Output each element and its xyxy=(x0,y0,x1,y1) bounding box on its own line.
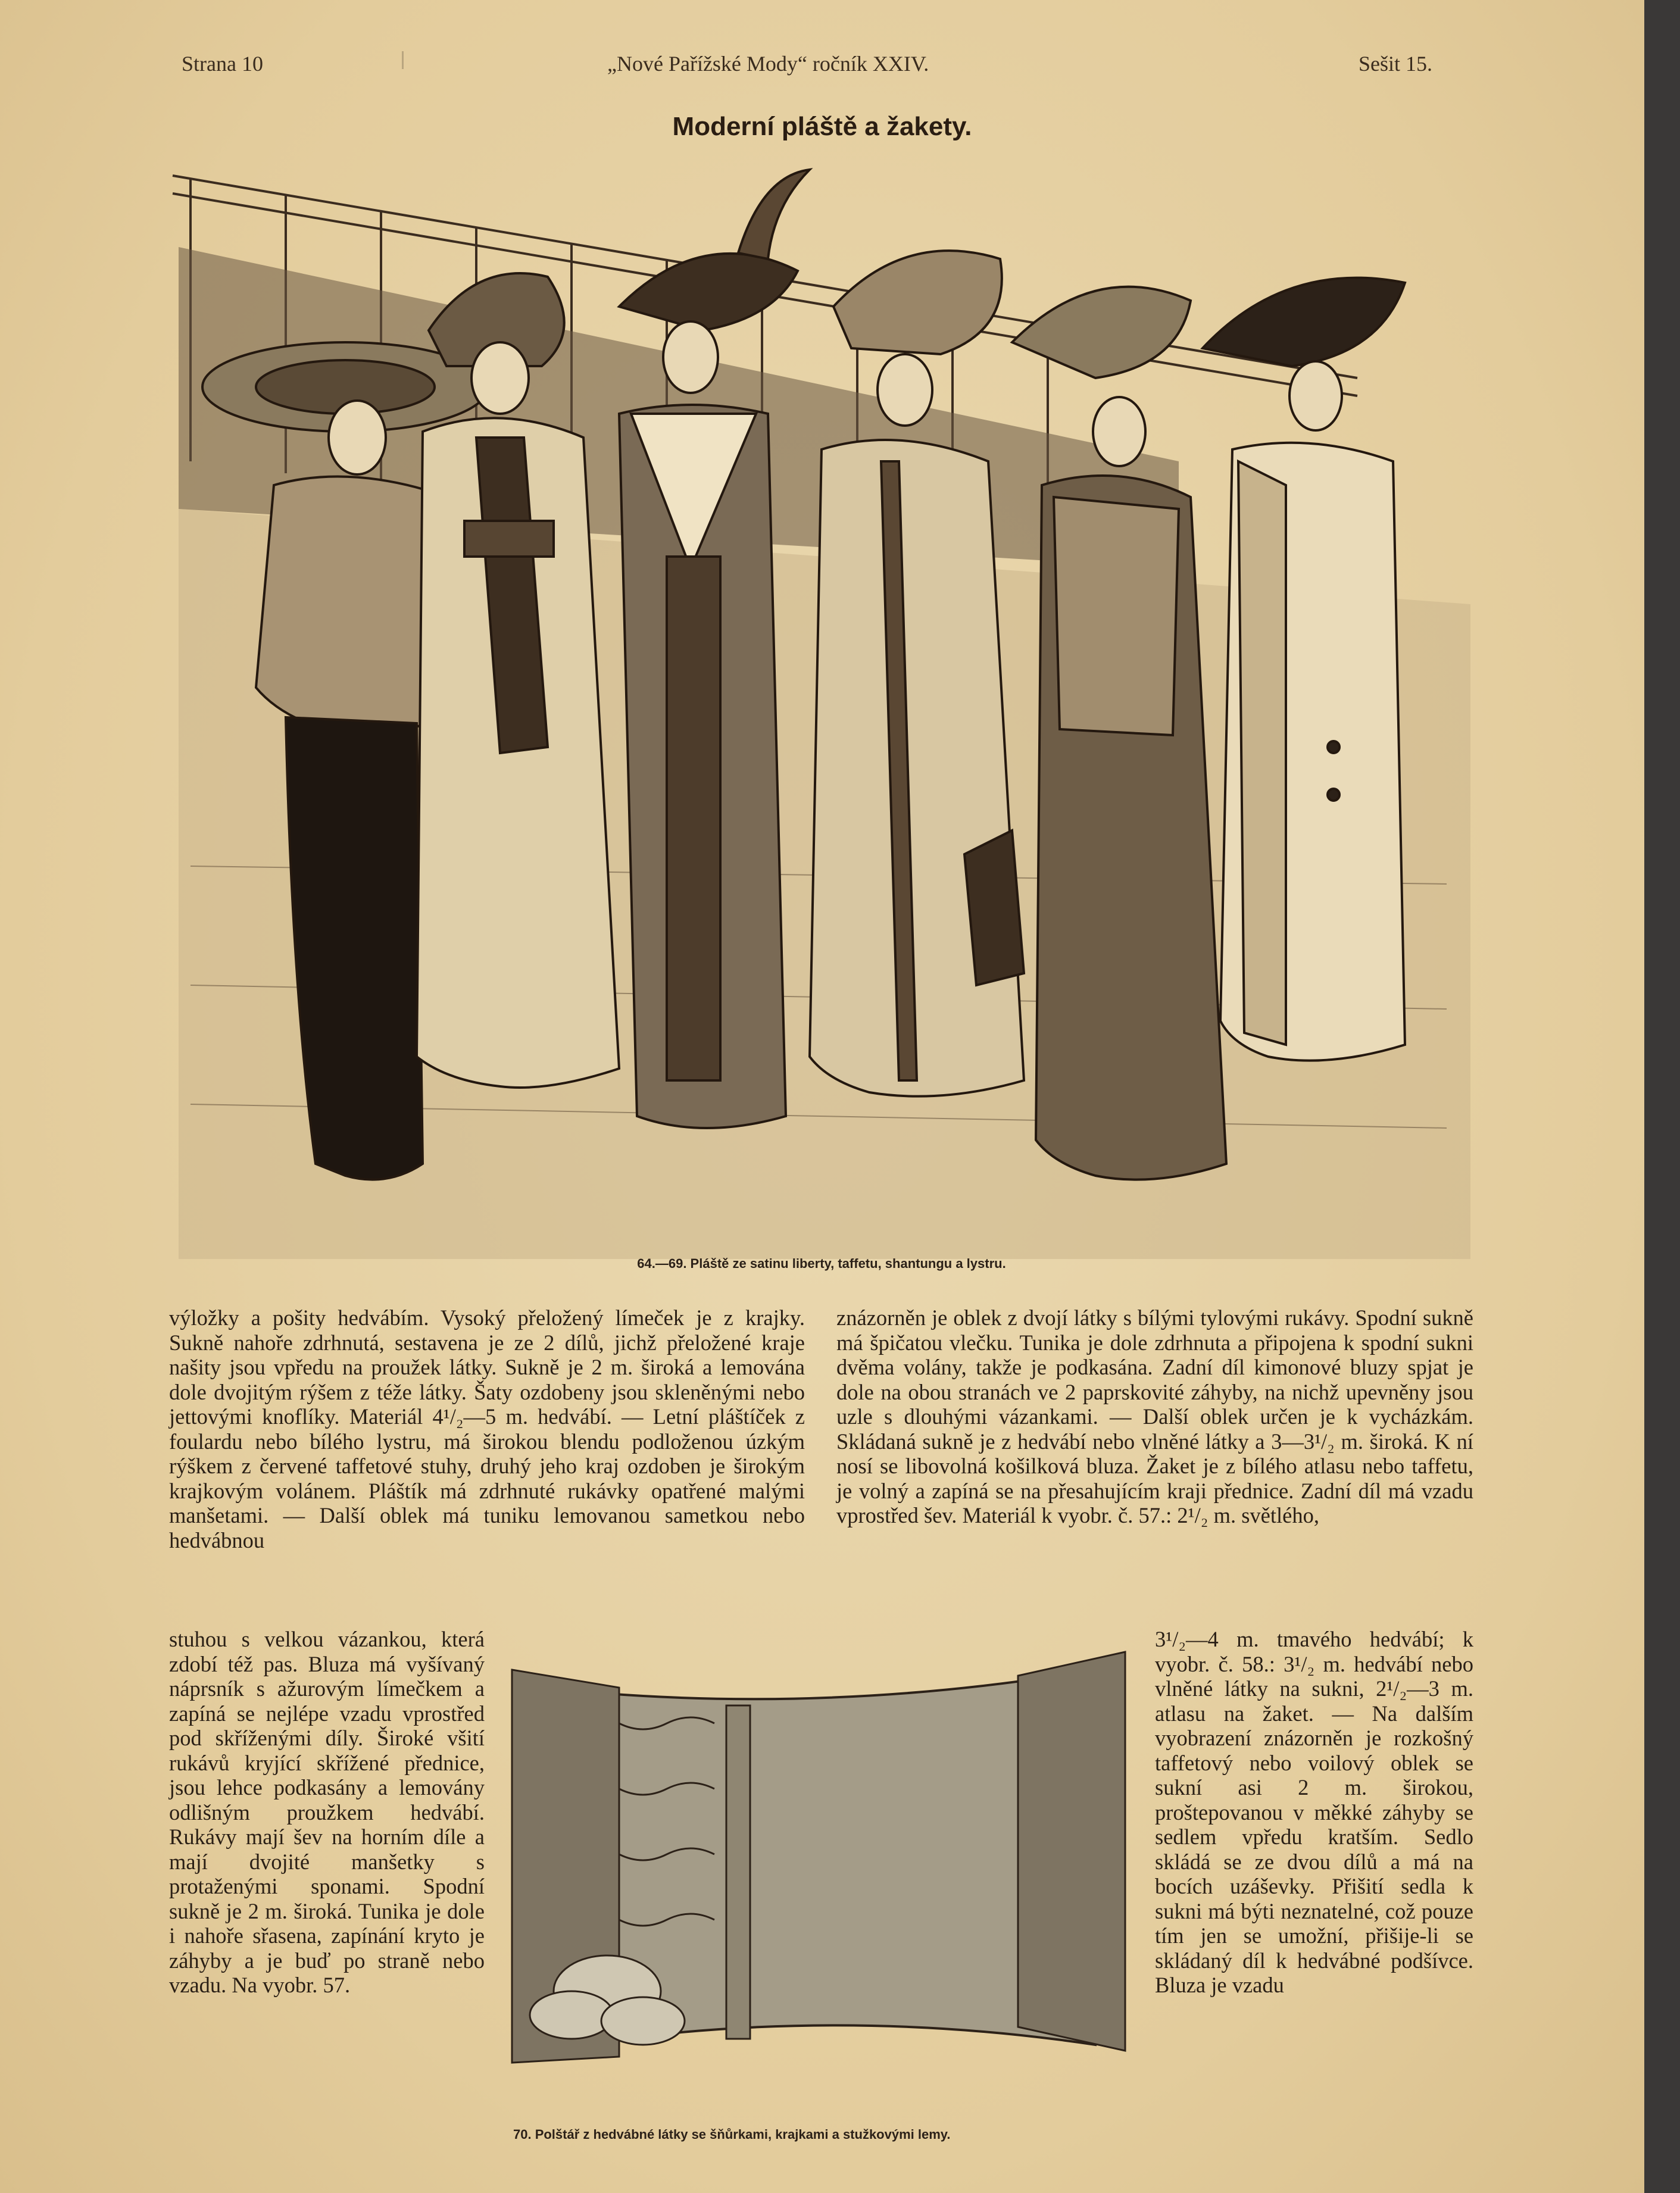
figure-caption-main: 64.—69. Pláště ze satinu liberty, taffetu, shantungu a lystru. xyxy=(637,1256,1006,1271)
figure-4 xyxy=(810,251,1024,1096)
text-column-right-narrow xyxy=(1155,1627,1473,1998)
running-header xyxy=(0,51,1644,87)
text-column-right xyxy=(836,1305,1473,1528)
text-column-left xyxy=(169,1305,805,1552)
scan-edge xyxy=(1644,0,1680,2193)
paragraph-left-1: výložky a pošity hedvábím. Vysoký přeložený límeček je z krajky. Sukně nahoře zdrhnutá, sestavena je ze 2 dílů, jichž přeložené kraje našity jsou vpředu na proužek látky. Sukně je 2 m. široká a lemována dole dvojitým rýšem z téže látky. Šaty ozdobeny jsou skleněnými nebo jettovými knoflíky. Materiál 4¹/₂—5 m. hedvábí. — Letní pláštíček z foulardu nebo bílého lystru, má širokou blendu podloženou úzkým rýškem z červené taffetové stuhy, druhý jeho kraj ozdoben je širokým krajkovým volánem. Pláštík má zdrhnuté rukávky opatřené malými manšetami. — Další oblek má tuniku lemovanou sametkou nebo hedvábnou xyxy=(169,1305,805,1552)
figure-5 xyxy=(1012,287,1226,1180)
paragraph-right-2: 3¹/₂—4 m. tmavého hedvábí; k vyobr. č. 58.: 3¹/₂ m. hedvábí nebo vlněné látky na sukni, 2¹/₂—3 m. atlasu na žaket. — Na dalším vyobrazení znázorněn je rozkošný taffetový nebo voilový oblek se sukní asi 2 m. širokou, proštepovanou v měkké záhyby se sedlem vpředu kratším. Sedlo skládá se ze dvou dílů a má na bocích uzáševky. Přišití sedla k sukni má býti neznatelné, což pouze tím jen se umožní, přišije-li se skládaný díl k hedvábné podšívce. Bluza je vzadu xyxy=(1155,1627,1473,1997)
page-number: Strana 10 xyxy=(182,52,263,76)
figure-6 xyxy=(1203,278,1405,1061)
fashion-illustration xyxy=(167,152,1476,1259)
text-column-left-narrow xyxy=(169,1627,485,1998)
header-tick-mark xyxy=(402,51,404,69)
page-title: Moderní pláště a žakety. xyxy=(672,112,972,141)
paragraph-left-2: stuhou s velkou vázankou, která zdobí též pas. Bluza má vyšívaný náprsník s ažurovým límečkem a zapíná se nejlépe vzadu vprostřed pod skříženými díly. Široké všití rukávů kryjící skřížené přednice, jsou lehce podkasány a lemovány odlišným proužkem hedvábí. Rukávy mají šev na horním díle a mají dvojité manšetky s protaženými sponami. Spodní sukně je 2 m. široká. Tunika je dole i nahoře sřasena, zapínání kryto je záhyby a je buď po straně nebo vzadu. Na vyobr. 57. xyxy=(169,1627,485,1997)
issue-number: Sešit 15. xyxy=(1359,52,1433,76)
figure-caption-pillow: 70. Polštář z hedvábné látky se šňůrkami, krajkami a stužkovými lemy. xyxy=(513,2127,951,2142)
journal-title: „Nové Pařížské Mody“ ročník XXIV. xyxy=(607,52,929,76)
pillow-engraving xyxy=(506,1634,1131,2075)
paragraph-right-1: znázorněn je oblek z dvojí látky s bílými tylovými rukávy. Spodní sukně má špičatou vlečku. Tunika je dole zdrhnuta a připojena k spodní sukni dvěma volány, takže je podkasána. Zadní díl kimonové bluzy spjat je dole na obou stranách ve 2 paprskovité záhyby, na nichž upevněny jsou uzle s dlouhými vázankami. — Další oblek určen je k vycházkám. Skládaná sukně je z hedvábí nebo vlněné látky a 3—3¹/₂ m. široká. K ní nosí se libovolná košilková bluza. Žaket je z bílého atlasu nebo taffetu, je volný a zapíná se na přesahujícím kraji přednice. Zadní díl má vzadu vprostřed šev. Materiál k vyobr. č. 57.: 2¹/₂ m. světlého, xyxy=(836,1305,1473,1527)
pillow-illustration xyxy=(506,1634,1131,2075)
fashion-engraving-figures xyxy=(167,152,1476,1259)
